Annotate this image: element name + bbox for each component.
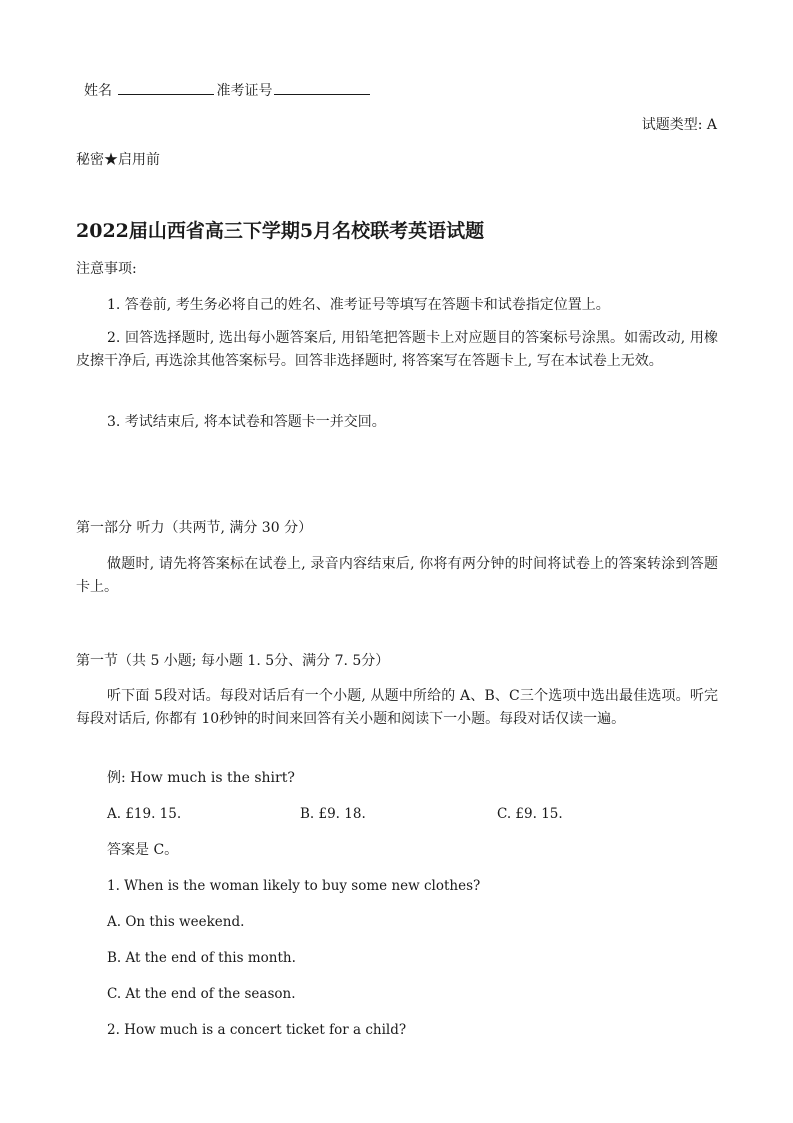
example-option: B. £9. 18. <box>300 806 366 822</box>
question-text: 1. When is the woman likely to buy some new clothes? <box>107 878 481 894</box>
answer-option: A. On this weekend. <box>107 914 245 930</box>
name-label: 姓名 <box>84 83 112 99</box>
notice-item: 3. 考试结束后, 将本试卷和答题卡一并交回。 <box>107 414 386 430</box>
notice-heading: 注意事项: <box>76 261 137 277</box>
part-heading: 第一部分 听力（共两节, 满分 30 分） <box>76 520 313 536</box>
confidential-mark: 秘密★启用前 <box>76 152 160 168</box>
answer-option: B. At the end of this month. <box>107 950 296 966</box>
part-instruction: 做题时, 请先将答案标在试卷上, 录音内容结束后, 你将有两分钟的时间将试卷上的答案转涂到答题卡上。 <box>76 556 718 595</box>
paper-type: 试题类型: A <box>641 117 717 133</box>
page-title: 2022届山西省高三下学期5月名校联考英语试题 <box>76 220 485 242</box>
example-option: C. £9. 15. <box>497 806 563 822</box>
example-question: 例: How much is the shirt? <box>107 770 295 786</box>
example-option: A. £19. 15. <box>107 806 182 822</box>
notice-item: 1. 答卷前, 考生务必将自己的姓名、准考证号等填写在答题卡和试卷指定位置上。 <box>107 297 610 313</box>
example-answer: 答案是 C。 <box>107 842 179 858</box>
name-field[interactable] <box>118 82 214 95</box>
exam-number-field[interactable] <box>274 82 370 95</box>
answer-option: C. At the end of the season. <box>107 986 296 1002</box>
section-heading: 第一节（共 5 小题; 每小题 1. 5分、满分 7. 5分） <box>76 653 390 669</box>
notice-item: 2. 回答选择题时, 选出每小题答案后, 用铅笔把答题卡上对应题目的答案标号涂黑。如需改动, 用橡皮擦干净后, 再选涂其他答案标号。回答非选择题时, 将答案写在答题卡上, 写在本试卷上无效。 <box>76 330 718 369</box>
question-text: 2. How much is a concert ticket for a child? <box>107 1022 407 1038</box>
section-instruction: 听下面 5段对话。每段对话后有一个小题, 从题中所给的 A、B、C三个选项中选出最佳选项。听完每段对话后, 你都有 10秒钟的时间来回答有关小题和阅读下一小题。每段对话仅读一遍。 <box>76 688 718 727</box>
candidate-info-line <box>84 82 372 98</box>
exam-number-label: 准考证号 <box>216 83 273 99</box>
